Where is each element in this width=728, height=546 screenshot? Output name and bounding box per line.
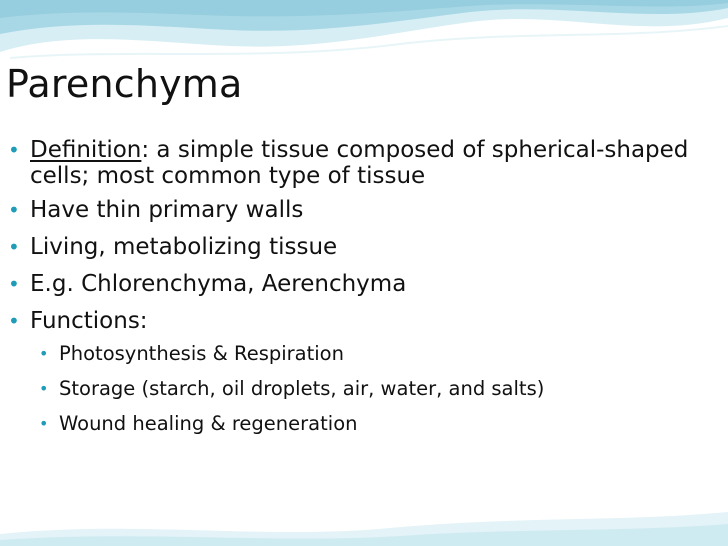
bullet-dot-icon: • (39, 344, 49, 363)
top-wave-decoration (0, 0, 728, 62)
bullet-list (0, 137, 690, 447)
bullet-item-living (0, 234, 690, 260)
bullet-item-functions (0, 308, 690, 334)
bullet-text: E.g. Chlorenchyma, Aerenchyma (30, 271, 407, 297)
sub-bullet-storage (0, 377, 690, 401)
bullet-item-examples (0, 271, 690, 297)
bullet-dot-icon: • (8, 138, 20, 162)
sub-bullet-text: Storage (starch, oil droplets, air, water, and salts) (59, 377, 545, 400)
bullet-text: Living, metabolizing tissue (30, 234, 338, 260)
definition-text: : a simple tissue composed of spherical-shaped cells; most common type of tissue (30, 137, 689, 189)
bullet-dot-icon: • (8, 309, 20, 333)
sub-bullet-wound-healing (0, 412, 690, 436)
definition-term: Definition (30, 137, 142, 163)
bullet-item-definition (0, 137, 690, 189)
bullet-dot-icon: • (8, 235, 20, 259)
sub-bullet-photosynthesis (0, 342, 690, 366)
bullet-text: Have thin primary walls (30, 197, 304, 223)
bullet-dot-icon: • (39, 379, 49, 398)
sub-bullet-text: Photosynthesis & Respiration (59, 342, 344, 365)
slide-title: Parenchyma (6, 62, 243, 106)
bullet-item-walls (0, 197, 690, 223)
sub-bullet-text: Wound healing & regeneration (59, 412, 358, 435)
bullet-dot-icon: • (8, 198, 20, 222)
bottom-wave-decoration (0, 506, 728, 546)
bullet-text: Functions: (30, 308, 148, 334)
bullet-dot-icon: • (8, 272, 20, 296)
bullet-dot-icon: • (39, 414, 49, 433)
